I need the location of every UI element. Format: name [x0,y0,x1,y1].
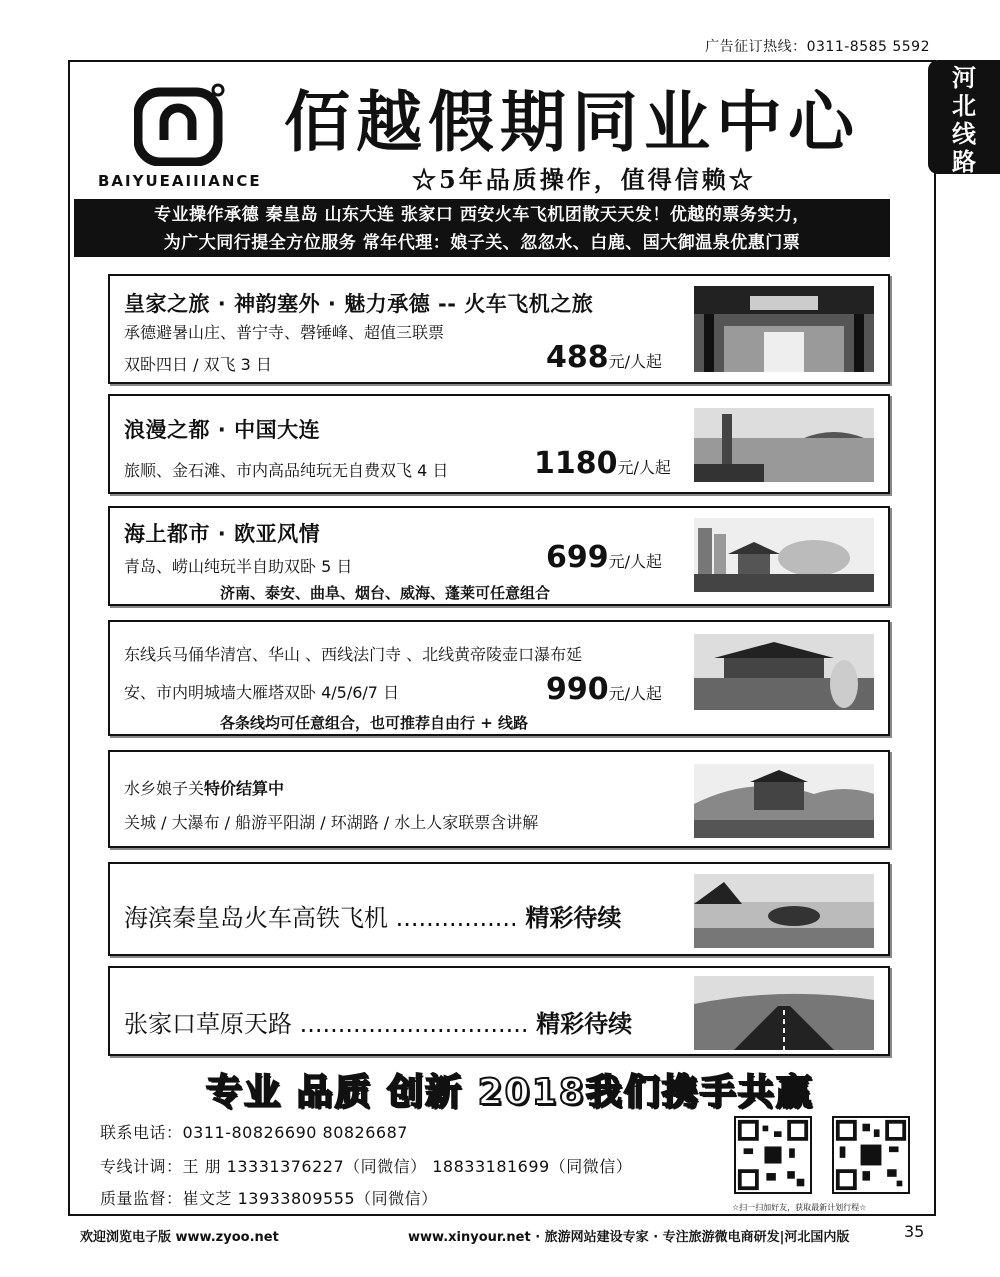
special-price-tag: 特价结算中 [204,779,285,798]
contact-phone: 联系电话：0311-80826690 80826687 [100,1123,408,1142]
qingdao-seaside-photo [694,518,874,592]
price-value: 488 [546,340,609,375]
tour-duration: 双卧四日 / 双飞 3 日 [124,355,272,374]
region-tab-char: 线 [952,120,976,148]
tour-card-xian[interactable] [108,620,890,736]
tour-detail: 青岛、崂山纯玩半自助双卧 5 日 [124,557,353,576]
tour-detail: 安、市内明城墙大雁塔双卧 4/5/6/7 日 [124,683,400,702]
tour-title: 海上都市 · 欧亚风情 [124,522,321,546]
tour-price [534,446,671,481]
tour-combo-note: 济南、泰安、曲阜、烟台、威海、蓬莱可任意组合 [220,584,551,602]
price-unit: 元/人起 [617,458,671,477]
banner-line: 为广大同行提全方位服务 常年代理：娘子关、忽忽水、白鹿、国大御温泉优惠门票 [163,233,801,253]
coming-soon-label: 精彩待续 [536,1010,633,1038]
tour-route: 海滨秦皇岛火车高铁飞机 ................ [124,904,518,932]
tour-detail: 承德避暑山庄、普宁寺、磬锤峰、超值三联票 [124,323,445,342]
region-tab-char: 河 [952,64,976,92]
quality-slogan: ☆5年品质操作，值得信赖☆ [412,165,756,194]
tour-price [546,540,662,575]
zhangjiakou-grassland-road-photo [694,976,874,1050]
footer-tagline[interactable]: www.xinyour.net · 旅游网站建设专家 · 专注旅游微电商研发|河北国内版 [408,1230,850,1245]
service-banner [74,199,890,257]
tour-detail [124,776,284,799]
price-value: 1180 [534,446,618,481]
baiyue-logo-icon [134,82,226,166]
tour-card-qinhuangdao[interactable] [108,862,890,956]
tour-card-dalian[interactable] [108,394,890,494]
tour-combo-note: 各条线均可任意组合，也可推荐自由行 + 线路 [220,714,529,732]
region-tab-char: 北 [952,92,976,120]
tour-coming-soon [124,1004,632,1039]
qinhuangdao-beach-photo [694,874,874,948]
price-unit: 元/人起 [608,352,663,371]
tour-price [546,672,662,707]
tour-title: 浪漫之都 · 中国大连 [124,418,321,442]
chengde-summer-resort-gate-photo [694,286,874,372]
footer-website[interactable]: 欢迎浏览电子版 www.zyoo.net [80,1230,279,1245]
ad-hotline: 广告征订热线：0311-8585 5592 [705,39,930,55]
tour-card-niangziguan[interactable] [108,750,890,848]
coming-soon-label: 精彩待续 [525,904,622,932]
tour-route: 张家口草原天路 .............................. [124,1010,529,1038]
banner-line: 专业操作承德 秦皇岛 山东大连 张家口 西安火车飞机团散天天发！优越的票务实力， [154,205,810,225]
tour-detail: 旅顺、金石滩、市内高品纯玩无自费双飞 4 日 [124,461,449,480]
qr-caption: ☆扫一扫加好友，获取最新计划行程☆ [732,1203,867,1212]
tour-detail: 关城 / 大瀑布 / 船游平阳湖 / 环湖路 / 水上人家联票含讲解 [124,813,539,832]
tour-card-qingdao[interactable] [108,506,890,606]
page-title: 佰越假期同业中心 [284,83,860,161]
price-value: 699 [546,540,609,575]
closing-slogan: 专业 品质 创新 2018我们携手共赢 [206,1072,814,1113]
contact-planner: 专线计调：王 朋 13331376227（同微信） 18833181699（同微信） [100,1157,633,1176]
tour-card-zhangjiakou[interactable] [108,966,890,1056]
tour-detail: 东线兵马俑华清宫、华山 、西线法门寺 、北线黄帝陵壶口瀑布延 [124,645,583,664]
price-unit: 元/人起 [608,684,663,703]
price-unit: 元/人起 [608,552,663,571]
qr-code-icon[interactable] [734,1116,812,1194]
tour-coming-soon [124,898,621,933]
region-tab-char: 路 [952,148,976,176]
tour-price [546,340,662,375]
region-tab [928,60,1000,174]
tour-title: 皇家之旅 · 神韵塞外 · 魅力承德 -- 火车飞机之旅 [124,292,594,316]
tour-place: 水乡娘子关 [124,779,205,798]
xian-palace-photo [694,634,874,710]
page-number: 35 [904,1222,925,1241]
dalian-coast-photo [694,408,874,482]
tour-card-chengde[interactable] [108,274,890,384]
niangziguan-gate-photo [694,764,874,838]
qr-code-icon[interactable] [832,1116,910,1194]
contact-supervisor: 质量监督：崔文芝 13933809555（同微信） [100,1189,438,1208]
price-value: 990 [546,672,609,707]
logo-wordmark: BAIYUEAIIIANCE [98,172,262,190]
